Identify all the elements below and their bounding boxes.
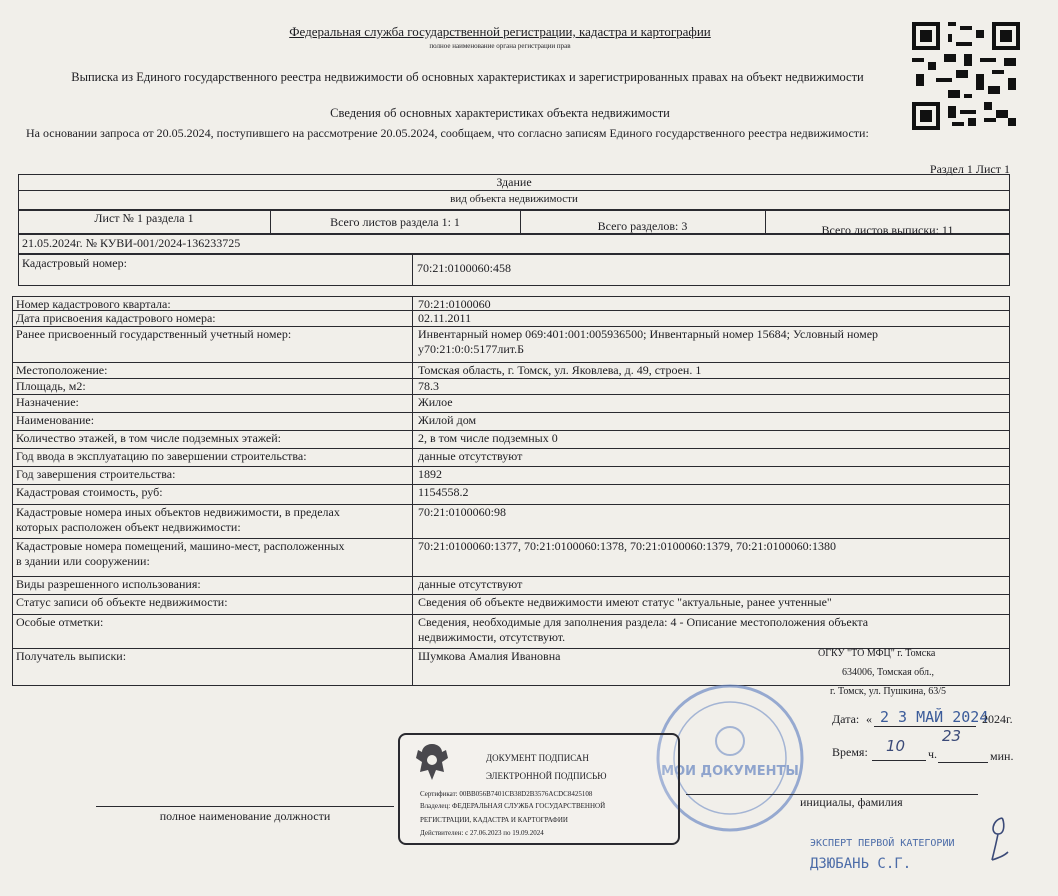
handwritten-signature-icon [978,812,1018,864]
time-minutes: 23 [942,727,962,745]
row-value: Жилое [418,395,453,409]
organization-caption: полное наименование органа регистрации прав [429,42,571,50]
minute-suffix: мин. [990,749,1014,763]
position-line [96,806,394,807]
row-value-continued: недвижимости, отсутствуют. [418,630,566,644]
row-label: Год завершения строительства: [16,467,176,481]
mfc-address-line1: ОГКУ "ТО МФЦ" г. Томска [818,648,936,659]
row-label: Наименование: [16,413,95,427]
date-open-quote: « [866,712,872,726]
row-label: Особые отметки: [16,615,104,629]
organization-title: Федеральная служба государственной регистрации, кадастра и картографии [289,24,711,39]
row-value: Шумкова Амалия Ивановна [418,649,561,663]
row-label: Кадастровая стоимость, руб: [16,485,163,499]
certificate-validity: Действителен: с 27.06.2023 по 19.09.2024 [420,829,544,837]
mfc-address-line3: г. Томск, ул. Пушкина, 63/5 [830,686,947,697]
row-label: Кадастровые номера иных объектов недвижимости, в пределах [16,505,340,519]
date-label: Дата: [832,712,860,726]
hour-suffix: ч. [928,747,938,761]
row-label: Местоположение: [16,363,108,377]
date-stamp: 2 3 МАЙ 2024 [880,708,989,726]
divider [938,762,988,763]
row-divider [12,412,1010,413]
cadastral-number-label: Кадастровый номер: [22,256,127,270]
row-value: Инвентарный номер 069:401:001:005936500; Инвентарный номер 15684; Условный номер [418,327,879,341]
signed-line2: ЭЛЕКТРОННОЙ ПОДПИСЬЮ [486,771,607,781]
sections-total: Всего разделов: 3 [597,219,688,233]
time-label: Время: [832,745,868,759]
section-title: Сведения об основных характеристиках объекта недвижимости [330,106,670,120]
object-type-caption: вид объекта недвижимости [450,193,578,205]
certificate-number: Сертификат: 00BB056B7401CB38D2B3576ACDC8425108 [420,790,593,798]
cadastral-number-value: 70:21:0100060:458 [417,261,512,275]
row-value: 70:21:0100060:98 [418,505,507,519]
certificate-owner-line2: РЕГИСТРАЦИИ, КАДАСТРА И КАРТОГРАФИИ [420,816,568,824]
signed-line1: ДОКУМЕНТ ПОДПИСАН [486,753,589,763]
row-value: 78.3 [418,379,439,393]
row-value: Жилой дом [418,413,477,427]
row-value: 02.11.2011 [418,311,472,325]
row-label: Виды разрешенного использования: [16,577,201,591]
row-value: 2, в том числе подземных 0 [418,431,558,445]
extract-title: Выписка из Единого государственного реестра недвижимости об основных характеристиках и зарегистрированных правах на объект недвижимости [71,70,864,84]
year-suffix: 2024г. [982,712,1013,726]
sheets-in-section: Всего листов раздела 1: 1 [330,215,460,229]
row-value: Сведения об объекте недвижимости имеют статус "актуальные, ранее учтенные" [418,595,832,609]
divider [18,190,1010,191]
row-label: Получатель выписки: [16,649,127,663]
divider [412,254,413,286]
certificate-owner-line1: Владелец: ФЕДЕРАЛЬНАЯ СЛУЖБА ГОСУДАРСТВЕННОЙ [420,802,606,810]
seal-text: МОИ ДОКУМЕНТЫ [661,764,799,779]
row-label-continued: которых расположен объект недвижимости: [16,520,241,534]
row-label: Дата присвоения кадастрового номера: [16,311,216,325]
row-divider [12,378,1010,379]
row-label: Количество этажей, в том числе подземных этажей: [16,431,281,445]
row-label: Ранее присвоенный государственный учетный номер: [16,327,292,341]
table-divider [412,296,413,686]
request-text: На основании запроса от 20.05.2024, поступившего на рассмотрение 20.05.2024, сообщаем, что согласно записям Единого государственного реестра недвижимости: [26,126,869,140]
row-label: Кадастровые номера помещений, машино-мест, расположенных [16,539,345,553]
cadastral-number-row [18,254,1010,286]
qr-code-icon [912,22,1020,130]
row-value: данные отсутствуют [418,577,523,591]
row-value: 70:21:0100060:1377, 70:21:0100060:1378, 70:21:0100060:1379, 70:21:0100060:1380 [418,539,837,553]
row-value: 1154558.2 [418,485,469,499]
row-value: 1892 [418,467,442,481]
row-divider [12,394,1010,395]
row-value: Томская область, г. Томск, ул. Яковлева, д. 49, строен. 1 [418,363,702,377]
time-hours: 10 [886,737,906,755]
expert-stamp-line1: ЭКСПЕРТ ПЕРВОЙ КАТЕГОРИИ [810,838,955,849]
row-value: Сведения, необходимые для заполнения раздела: 4 - Описание местоположения объекта [418,615,869,629]
divider [872,760,926,761]
row-label: Площадь, м2: [16,379,86,393]
extract-number: 21.05.2024г. № КУВИ-001/2024-136233725 [22,236,241,250]
section-sheet-label: Раздел 1 Лист 1 [929,162,1010,176]
row-value: 70:21:0100060 [418,297,491,311]
expert-stamp-line2: ДЗЮБАНЬ С.Г. [810,856,912,872]
row-value: данные отсутствуют [418,449,523,463]
row-value-continued: у70:21:0:0:5177лит.Б [418,342,524,356]
row-label: Номер кадастрового квартала: [16,297,171,311]
row-label: Год ввода в эксплуатацию по завершении строительства: [16,449,307,463]
position-caption: полное наименование должности [159,809,331,823]
row-label: Статус записи об объекте недвижимости: [16,595,228,609]
mfc-address-line2: 634006, Томская обл., [842,667,935,678]
initials-caption: инициалы, фамилия [800,795,903,809]
row-label-continued: в здании или сооружении: [16,554,150,568]
sheet-number: Лист № 1 раздела 1 [94,211,194,225]
coat-of-arms-icon [412,740,452,786]
row-label: Назначение: [16,395,79,409]
sheets-total: Всего листов выписки: 11 [821,223,954,237]
object-type: Здание [496,175,532,189]
